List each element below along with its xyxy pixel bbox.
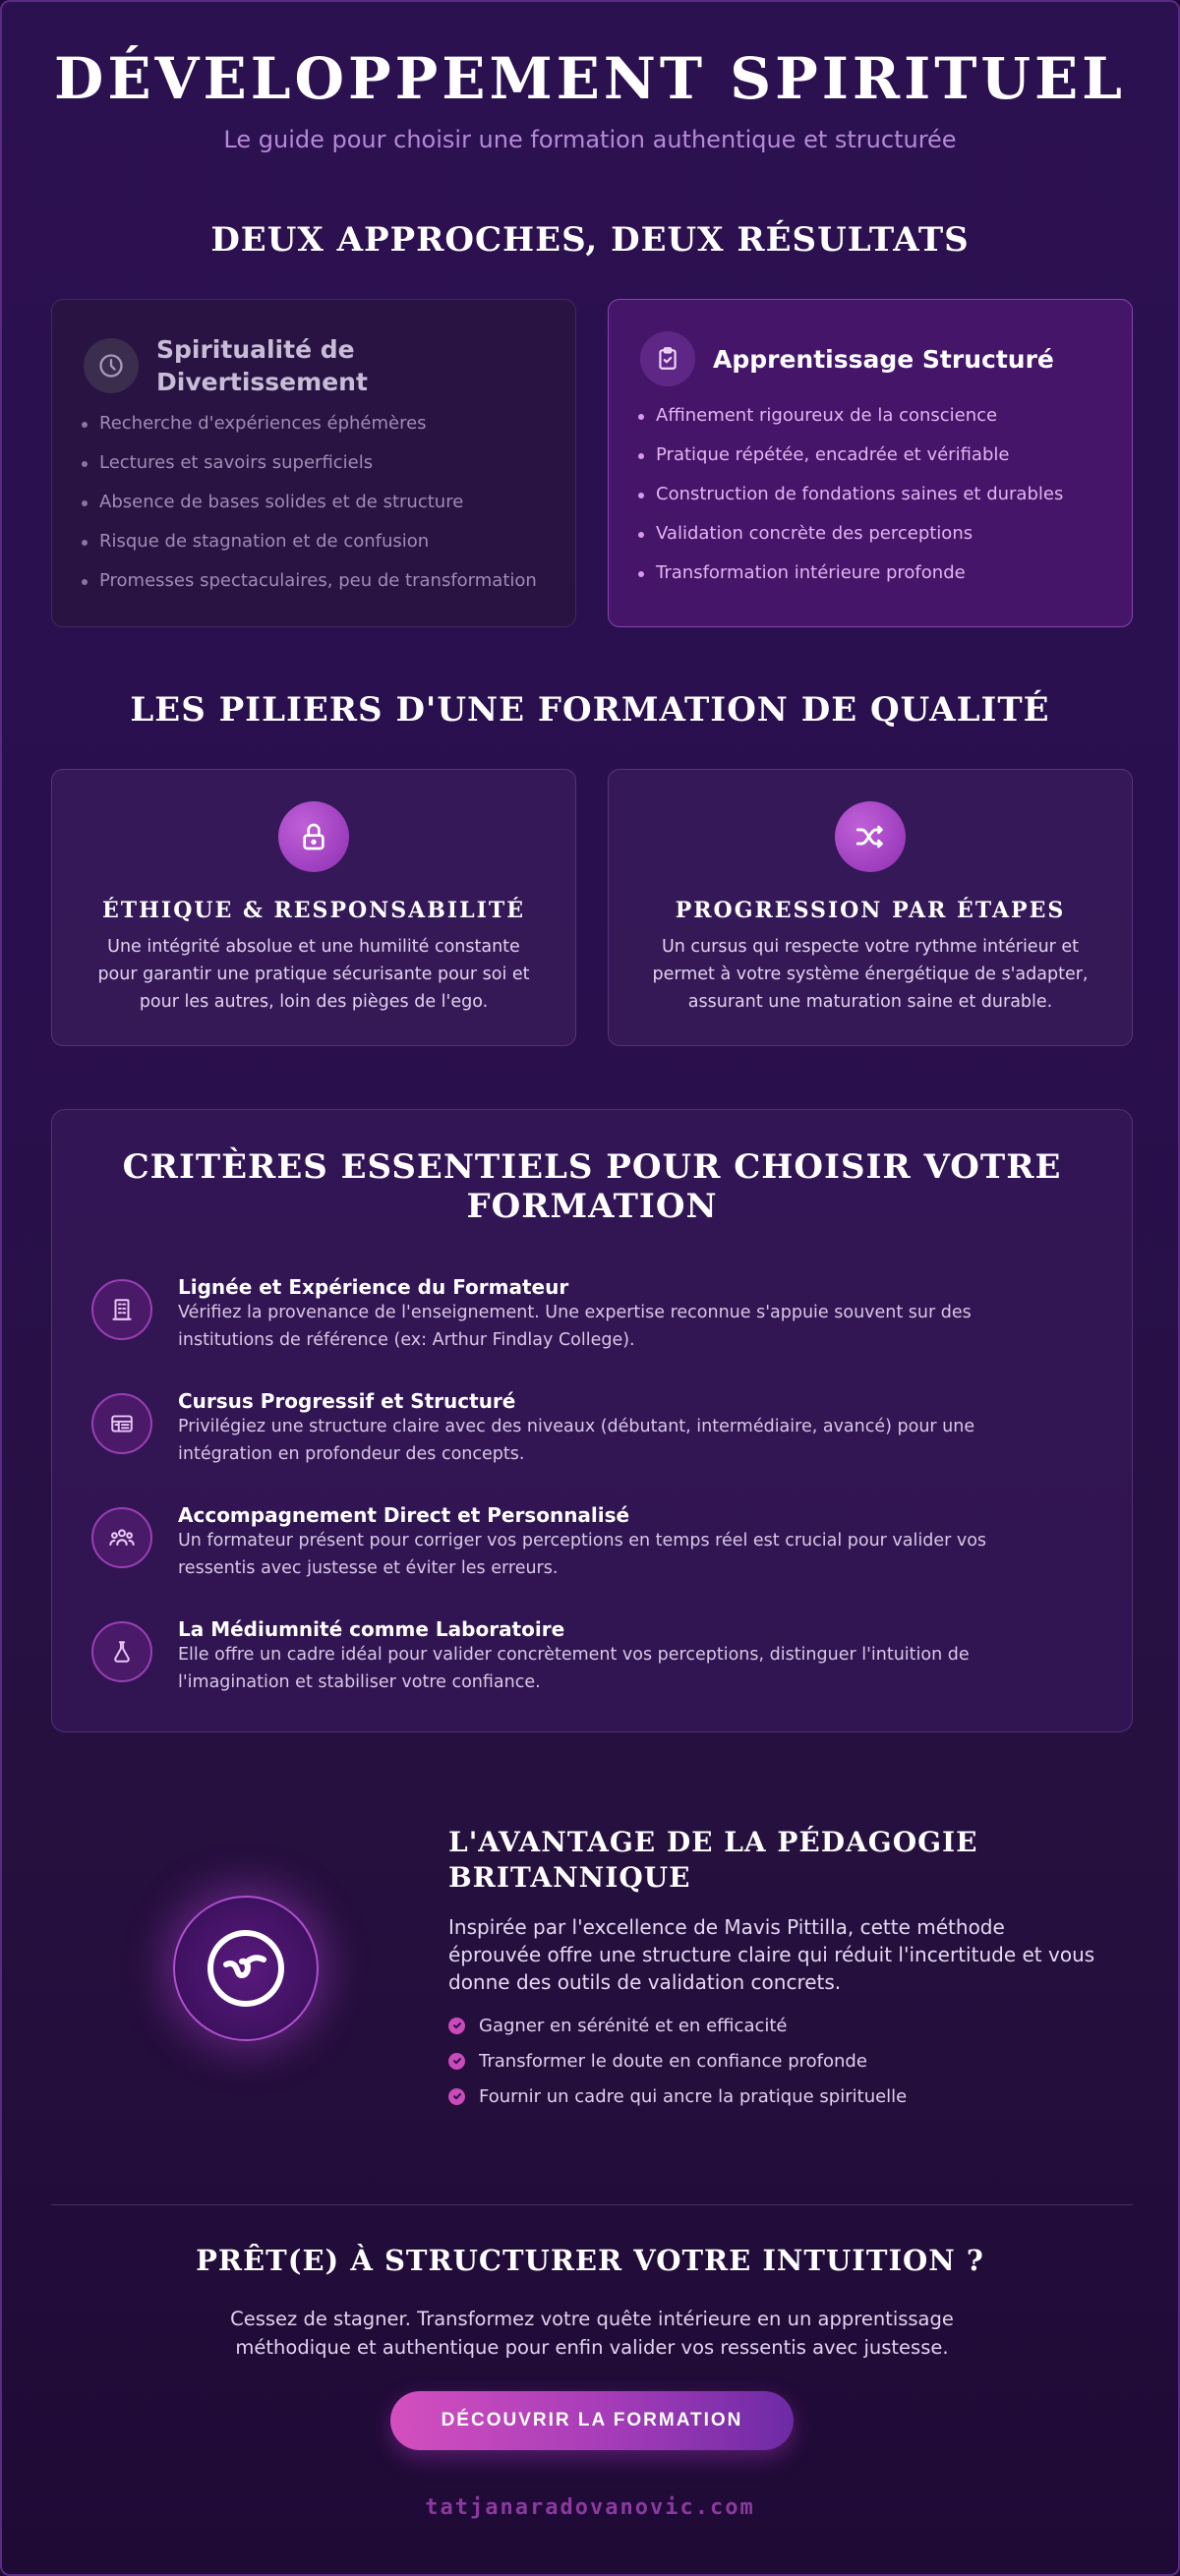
cta-text bbox=[199, 2305, 985, 2362]
users-icon bbox=[91, 1507, 152, 1568]
criterion-text bbox=[178, 1641, 1092, 1696]
criterion-text bbox=[178, 1413, 1092, 1468]
pillar-text-line: Une intégrité absolue et une humilité constante bbox=[107, 937, 520, 957]
comparison-section-title: DEUX APPROCHES, DEUX RÉSULTATS bbox=[210, 220, 970, 260]
cta-text-line: méthodique et authentique pour enfin valider vos ressentis avec justesse. bbox=[235, 2336, 949, 2359]
checklist-item bbox=[448, 2043, 907, 2078]
spiral-emblem-icon bbox=[173, 1896, 319, 2041]
card-title: Apprentissage Structuré bbox=[713, 344, 1054, 374]
list-item: Affinement rigoureux de la conscience bbox=[636, 396, 1063, 436]
list-item: Recherche d'expériences éphémères bbox=[80, 404, 537, 443]
pillar-text-line: pour garantir une pratique sécurisante pour soi et bbox=[97, 965, 530, 984]
pillar-title: PROGRESSION PAR ÉTAPES bbox=[675, 898, 1066, 923]
list-item: Absence de bases solides et de structure bbox=[80, 483, 537, 522]
advantage-title bbox=[448, 1825, 1137, 1896]
card-header bbox=[84, 333, 368, 398]
lock-icon bbox=[278, 801, 349, 872]
checklist-label: Fournir un cadre qui ancre la pratique spirituelle bbox=[479, 2085, 908, 2107]
footer-website-link[interactable]: tatjanaradovanovic.com bbox=[425, 2495, 755, 2520]
criterion-text-line: Privilégiez une structure claire avec des niveaux (débutant, intermédiaire, avancé) pour une bbox=[178, 1417, 975, 1436]
advantage-title-line: BRITANNIQUE bbox=[448, 1861, 691, 1894]
card-entertainment-spirituality bbox=[51, 299, 576, 627]
list-item: Lectures et savoirs superficiels bbox=[80, 443, 537, 483]
check-circle-icon bbox=[448, 2088, 465, 2105]
advantage-text-line: Inspirée par l'excellence de Mavis Pittilla, cette méthode bbox=[448, 1915, 1005, 1939]
criterion-text-line: intégration en profondeur des concepts. bbox=[178, 1444, 525, 1464]
pillar-card-progression bbox=[608, 769, 1133, 1046]
clipboard-check-icon bbox=[640, 331, 695, 386]
criterion-title: Lignée et Expérience du Formateur bbox=[178, 1275, 569, 1299]
criterion-text-line: l'imagination et stabiliser votre confiance. bbox=[178, 1672, 541, 1692]
criteria-title bbox=[52, 1147, 1132, 1226]
pillar-text-line: Un cursus qui respecte votre rythme intérieur et bbox=[661, 937, 1080, 957]
entertainment-list bbox=[80, 404, 537, 601]
criterion-text-line: Un formateur présent pour corriger vos perceptions en temps réel est crucial pour valider vos bbox=[178, 1531, 987, 1551]
checklist-item bbox=[448, 2008, 907, 2043]
shuffle-icon bbox=[835, 801, 906, 872]
list-item: Promesses spectaculaires, peu de transformation bbox=[80, 561, 537, 601]
structured-list bbox=[636, 396, 1063, 593]
flask-icon bbox=[91, 1621, 152, 1682]
advantage-text-line: donne des outils de validation concrets. bbox=[448, 1970, 842, 1994]
criterion-text-line: Vérifiez la provenance de l'enseignement. Une expertise reconnue s'appuie souvent sur des bbox=[178, 1303, 972, 1322]
advantage-text-line: éprouvée offre une structure claire qui réduit l'incertitude et vous bbox=[448, 1943, 1095, 1966]
clock-icon bbox=[84, 338, 139, 393]
page-title: DÉVELOPPEMENT SPIRITUEL bbox=[54, 45, 1126, 112]
pillar-text-line: assurant une maturation saine et durable. bbox=[687, 992, 1053, 1012]
criterion-text-line: ressentis avec justesse et éviter les erreurs. bbox=[178, 1558, 559, 1578]
list-item: Transformation intérieure profonde bbox=[636, 554, 1063, 593]
check-circle-icon bbox=[448, 2053, 465, 2070]
list-item: Pratique répétée, encadrée et vérifiable bbox=[636, 436, 1063, 475]
criterion-title: Cursus Progressif et Structuré bbox=[178, 1389, 516, 1413]
criterion-title: Accompagnement Direct et Personnalisé bbox=[178, 1503, 630, 1527]
card-title bbox=[156, 333, 368, 398]
pillar-title: ÉTHIQUE & RESPONSABILITÉ bbox=[101, 898, 525, 923]
advantage-checklist bbox=[448, 2008, 907, 2114]
cta-title: PRÊT(E) À STRUCTURER VOTRE INTUITION ? bbox=[196, 2244, 984, 2277]
section-divider bbox=[51, 2204, 1133, 2205]
pillar-text bbox=[86, 933, 542, 1016]
criterion-text bbox=[178, 1299, 1092, 1354]
layout-table-icon bbox=[91, 1393, 152, 1454]
card-header bbox=[640, 331, 1054, 386]
card-title-line: Divertissement bbox=[156, 368, 368, 396]
cta-text-line: Cessez de stagner. Transformez votre quête intérieure en un apprentissage bbox=[230, 2308, 954, 2330]
pillar-card-ethics bbox=[51, 769, 576, 1046]
checklist-item bbox=[448, 2078, 907, 2114]
advantage-text bbox=[448, 1913, 1117, 1996]
building-icon bbox=[91, 1279, 152, 1340]
check-circle-icon bbox=[448, 2018, 465, 2034]
checklist-label: Transformer le doute en confiance profonde bbox=[479, 2050, 867, 2072]
pillar-text-line: pour les autres, loin des pièges de l'ego. bbox=[139, 992, 489, 1012]
criteria-title-line: CRITÈRES ESSENTIELS POUR CHOISIR VOTRE bbox=[122, 1147, 1062, 1187]
card-title-line: Spiritualité de bbox=[156, 335, 355, 364]
card-structured-learning bbox=[608, 299, 1133, 627]
checklist-label: Gagner en sérénité et en efficacité bbox=[479, 2015, 788, 2036]
pillar-text bbox=[642, 933, 1098, 1016]
discover-training-button[interactable]: DÉCOUVRIR LA FORMATION bbox=[390, 2391, 794, 2450]
criterion-text bbox=[178, 1527, 1092, 1582]
criterion-text-line: institutions de référence (ex: Arthur Findlay College). bbox=[178, 1330, 635, 1350]
list-item: Validation concrète des perceptions bbox=[636, 514, 1063, 554]
pillar-text-line: permet à votre système énergétique de s'adapter, bbox=[652, 965, 1089, 984]
advantage-title-line: L'AVANTAGE DE LA PÉDAGOGIE bbox=[448, 1826, 978, 1858]
criterion-text-line: Elle offre un cadre idéal pour valider concrètement vos perceptions, distinguer l'intuition de bbox=[178, 1645, 970, 1665]
list-item: Risque de stagnation et de confusion bbox=[80, 522, 537, 561]
list-item: Construction de fondations saines et durables bbox=[636, 475, 1063, 514]
page-subtitle: Le guide pour choisir une formation authentique et structurée bbox=[223, 126, 957, 153]
criterion-title: La Médiumnité comme Laboratoire bbox=[178, 1617, 565, 1641]
criteria-title-line: FORMATION bbox=[466, 1187, 718, 1226]
criteria-panel bbox=[51, 1109, 1133, 1732]
pillars-section-title: LES PILIERS D'UNE FORMATION DE QUALITÉ bbox=[130, 690, 1050, 730]
